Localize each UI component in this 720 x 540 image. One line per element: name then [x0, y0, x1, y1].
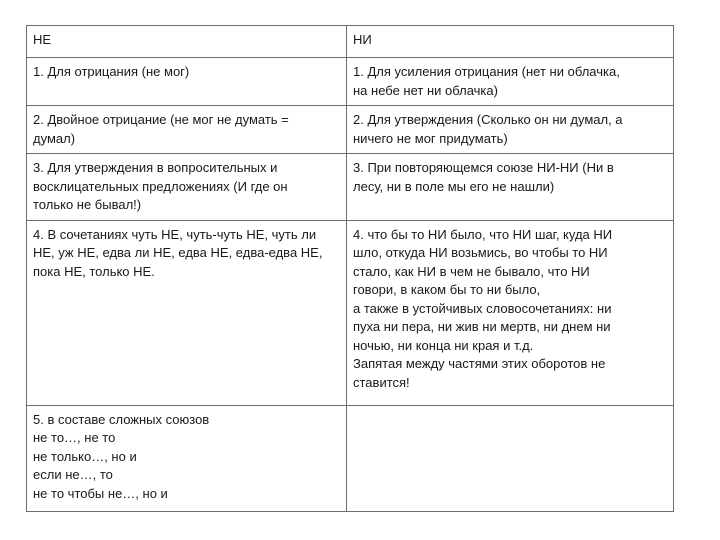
ne-rule-5: 5. в составе сложных союзов не то…, не то не только…, но и если не…, то не то чтобы не…, но и: [27, 405, 347, 511]
table-row: [27, 220, 674, 405]
header-ne: НЕ: [27, 26, 347, 58]
ni-rule-2: 2. Для утверждения (Сколько он ни думал, а ничего не мог придумать): [347, 106, 674, 154]
table-row: [27, 405, 674, 511]
ne-rule-3: 3. Для утверждения в вопросительных и восклицательных предложениях (И где он только не бывал!): [27, 154, 347, 221]
ni-rule-1: 1. Для усиления отрицания (нет ни облачка, на небе нет ни облачка): [347, 58, 674, 106]
ne-ni-rules-table: [26, 25, 674, 512]
ni-rule-5-empty: [347, 405, 674, 511]
header-ni: НИ: [347, 26, 674, 58]
ne-rule-2: 2. Двойное отрицание (не мог не думать = думал): [27, 106, 347, 154]
ni-rule-4: 4. что бы то НИ было, что НИ шаг, куда НИ шло, откуда НИ возьмись, во чтобы то НИ стало, как НИ в чем не бывало, что НИ говори, в каком бы то ни было, а также в устойчивых словосочетаниях: ни пуха ни пера, ни жив ни мертв, ни днем ни ночью, ни конца ни края и т.д. Запятая между частями этих оборотов не ставится!: [347, 220, 674, 405]
ne-rule-4: 4. В сочетаниях чуть НЕ, чуть-чуть НЕ, чуть ли НЕ, уж НЕ, едва ли НЕ, едва НЕ, едва-едва НЕ, пока НЕ, только НЕ.: [27, 220, 347, 405]
table-header-row: [27, 26, 674, 58]
table-row: [27, 106, 674, 154]
ni-rule-3: 3. При повторяющемся союзе НИ-НИ (Ни в лесу, ни в поле мы его не нашли): [347, 154, 674, 221]
table-row: [27, 58, 674, 106]
table-row: [27, 154, 674, 221]
ne-rule-1: 1. Для отрицания (не мог): [27, 58, 347, 106]
